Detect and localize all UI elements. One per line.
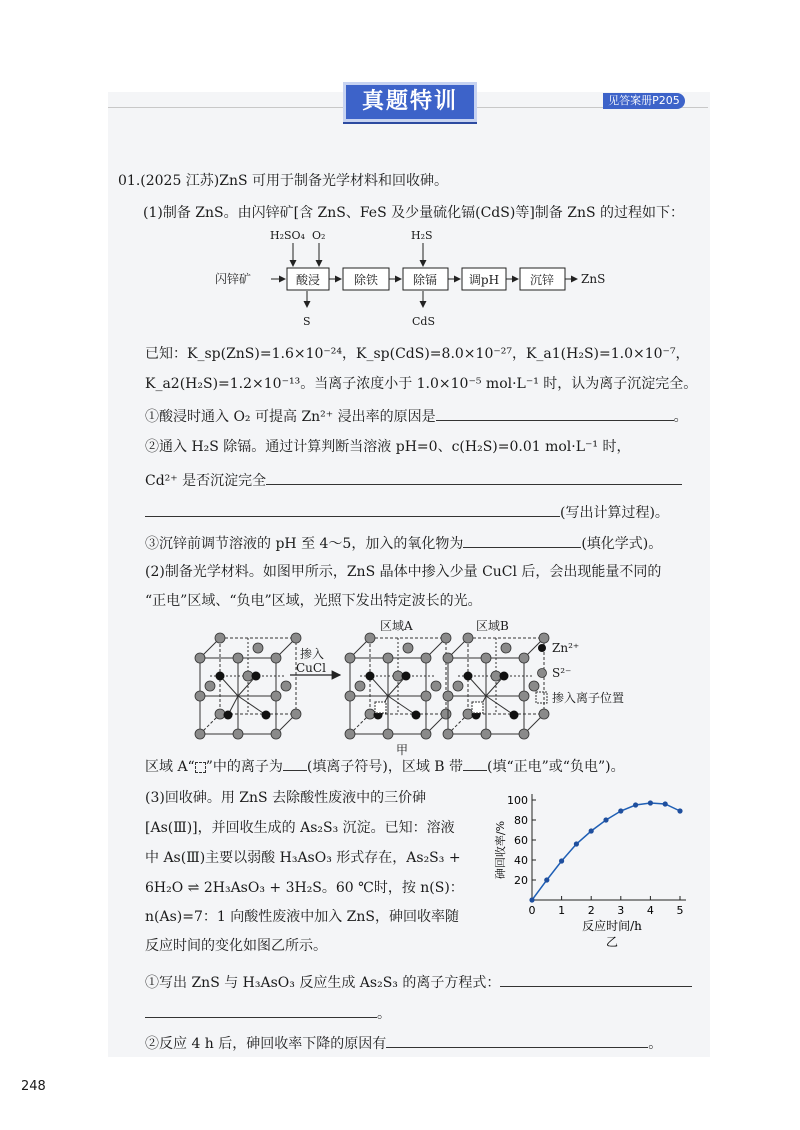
dope-label-cucl: CuCl — [296, 661, 326, 675]
flow-start: 闪锌矿 — [215, 272, 252, 286]
subq-6-end: 。 — [648, 1036, 663, 1052]
part3-line-6: 反应时间的变化如图乙所示。 — [145, 938, 327, 954]
data-point — [589, 828, 594, 833]
figure-caption-jia: 甲 — [396, 743, 409, 757]
data-point — [648, 800, 653, 805]
subq-5 — [145, 972, 692, 992]
answer-blank[interactable] — [463, 533, 581, 548]
subq-3-end: (填化学式)。 — [581, 536, 663, 552]
dope-label: 掺入 — [300, 647, 325, 661]
flow-input-h2so4: H₂SO₄ — [270, 229, 305, 242]
data-point — [633, 802, 638, 807]
subq-2-line-2 — [145, 470, 682, 490]
subq-5-text: ①写出 ZnS 与 H₃AsO₃ 反应生成 As₂S₃ 的离子方程式： — [145, 975, 501, 991]
known-line-1: 已知：K_sp(ZnS)=1.6×10⁻²⁴，K_sp(CdS)=8.0×10⁻²⁷，K_a1(H₂S)=1.0×10⁻⁷， — [145, 346, 690, 362]
x-tick-label: 1 — [558, 904, 566, 917]
subq-6-text: ②反应 4 h 后，砷回收率下降的原因有 — [145, 1036, 387, 1052]
data-point — [574, 841, 579, 846]
part3-line-1: (3)回收砷。用 ZnS 去除酸性废液中的三价砷 — [145, 790, 427, 806]
y-tick-label: 80 — [514, 814, 528, 827]
page-number: 248 — [21, 1079, 46, 1094]
part3-line-3: 中 As(Ⅲ)主要以弱酸 H₃AsO₃ 形式存在，As₂S₃ + — [145, 850, 461, 866]
subq-2-end: (写出计算过程)。 — [560, 505, 669, 521]
subq-3 — [145, 533, 662, 553]
part2-line-1: (2)制备光学材料。如图甲所示，ZnS 晶体中掺入少量 CuCl 后，会出现能量不同的 — [145, 564, 662, 580]
answer-blank[interactable] — [266, 470, 682, 485]
subq-1 — [145, 406, 688, 426]
data-point — [529, 897, 534, 902]
subq-5-line-2 — [145, 1003, 391, 1023]
part2-line-2: “正电”区域、“负电”区域，光照下发出特定波长的光。 — [145, 593, 482, 609]
legend-zn: Zn²⁺ — [552, 641, 580, 655]
subq-2-text: Cd²⁺ 是否沉淀完全 — [145, 473, 267, 489]
data-point — [603, 817, 608, 822]
data-point — [559, 858, 564, 863]
part3-line-2: [As(Ⅲ)]，并回收生成的 As₂S₃ 沉淀。已知：溶液 — [145, 820, 455, 836]
subq-6 — [145, 1033, 662, 1053]
flow-input-o2: O₂ — [312, 229, 326, 242]
flow-step-5: 沉锌 — [529, 273, 555, 287]
flow-step-4: 调pH — [468, 273, 500, 287]
y-tick-label: 100 — [507, 794, 528, 807]
answer-blank[interactable] — [386, 1033, 648, 1048]
subq-2-line-3 — [145, 502, 669, 522]
answer-reference-tag: 见答案册P205 — [603, 93, 685, 109]
question-intro: 01.(2025 江苏)ZnS 可用于制备光学材料和回收砷。 — [118, 173, 449, 189]
data-point — [618, 808, 623, 813]
known-line-2: K_a2(H₂S)=1.2×10⁻¹³。当离子浓度小于 1.0×10⁻⁵ mol·L⁻¹ 时，认为离子沉淀完全。 — [145, 376, 698, 392]
data-point — [677, 808, 682, 813]
region-b-label: 区域B — [476, 619, 509, 633]
x-axis-label: 反应时间/h — [582, 919, 642, 933]
flow-step-2: 除铁 — [353, 273, 379, 287]
subq-4-text-d: (填“正电”或“负电”)。 — [487, 759, 625, 775]
answer-blank[interactable] — [500, 972, 692, 987]
subq-4-text-c: (填离子符号)，区域 B 带 — [306, 759, 464, 775]
subq-1-text: ①酸浸时通入 O₂ 可提高 Zn²⁺ 浸出率的原因是 — [145, 409, 436, 425]
y-axis-label: 砷回收率/% — [494, 820, 507, 880]
flow-output-s: S — [303, 315, 311, 328]
x-tick-label: 2 — [587, 904, 595, 917]
y-tick-label: 60 — [514, 834, 528, 847]
data-point — [663, 801, 668, 806]
chart-title: 乙 — [605, 935, 619, 949]
flow-input-h2s: H₂S — [411, 229, 433, 242]
x-tick-label: 0 — [528, 904, 536, 917]
answer-blank[interactable] — [283, 756, 307, 771]
subq-4 — [145, 756, 625, 776]
answer-blank[interactable] — [145, 1003, 377, 1018]
answer-blank[interactable] — [145, 502, 560, 517]
process-flow-diagram — [215, 225, 635, 335]
part3-line-4: 6H₂O ⇌ 2H₃AsO₃ + 3H₂S。60 ℃时，按 n(S)： — [145, 880, 464, 896]
legend-s: S²⁻ — [552, 666, 572, 680]
subq-3-text: ③沉锌前调节溶液的 pH 至 4～5，加入的氧化物为 — [145, 536, 464, 552]
y-tick-label: 40 — [514, 854, 528, 867]
x-tick-label: 3 — [617, 904, 625, 917]
flow-product: ZnS — [581, 272, 606, 286]
subq-4-text-b: ”中的离子为 — [205, 759, 283, 775]
crystal-figure — [190, 618, 650, 758]
x-tick-label: 5 — [676, 904, 684, 917]
flow-output-cds: CdS — [412, 315, 435, 328]
subq-2-line-1: ②通入 H₂S 除镉。通过计算判断当溶液 pH=0、c(H₂S)=0.01 mol·L⁻¹ 时， — [145, 439, 631, 455]
flow-step-1: 酸浸 — [295, 273, 321, 287]
part1-line: (1)制备 ZnS。由闪锌矿[含 ZnS、FeS 及少量硫化镉(CdS)等]制备 ZnS 的过程如下： — [143, 205, 685, 221]
dashed-box-icon — [195, 762, 206, 773]
answer-blank[interactable] — [463, 756, 487, 771]
subq-1-end: 。 — [673, 409, 688, 425]
data-point — [544, 877, 549, 882]
y-tick-label: 20 — [514, 874, 528, 887]
answer-blank[interactable] — [436, 406, 674, 421]
section-banner: 真题特训 — [343, 82, 477, 122]
part3-line-5: n(As)=7：1 向酸性废液中加入 ZnS，砷回收率随 — [145, 909, 460, 925]
x-tick-label: 4 — [646, 904, 654, 917]
flow-step-3: 除镉 — [412, 273, 438, 287]
region-a-label: 区域A — [380, 619, 413, 633]
subq-5-end: 。 — [377, 1006, 391, 1022]
subq-4-text-a: 区域 A“ — [145, 759, 195, 775]
legend-dope-site: 掺入离子位置 — [552, 691, 625, 705]
recovery-rate-chart — [490, 788, 700, 956]
